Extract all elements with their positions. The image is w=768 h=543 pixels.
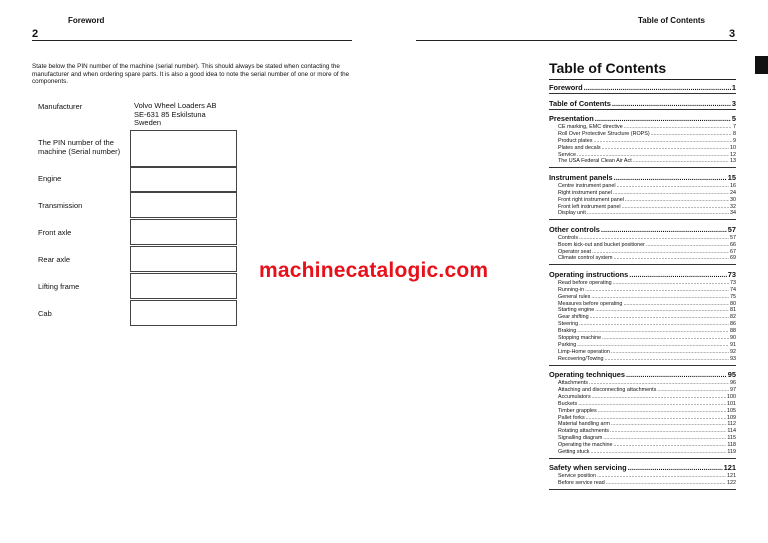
toc-subsection-entry[interactable]	[558, 255, 736, 262]
toc-subsection-page: 90	[730, 334, 736, 341]
toc-subsection-page: 66	[730, 241, 736, 248]
toc-section-title: Table of Contents	[549, 98, 611, 108]
toc-section-page: 5	[731, 114, 736, 123]
toc-subsection-title: Climate control system	[558, 255, 613, 262]
dot-leader	[591, 294, 729, 301]
toc-subsection-page: 16	[730, 182, 736, 189]
dot-leader	[593, 138, 732, 145]
toc-subsection-page: 114	[727, 428, 736, 435]
toc-subsection-page: 32	[730, 203, 736, 210]
toc-section-entry[interactable]	[549, 225, 736, 235]
toc-subsection-page: 9	[733, 137, 736, 144]
toc-subsection-title: Measures before operating	[558, 300, 623, 307]
dot-leader	[597, 473, 726, 480]
toc-section-title: Other controls	[549, 224, 600, 234]
toc-subsection-entry[interactable]	[558, 328, 736, 335]
toc-section-entry[interactable]	[549, 83, 736, 93]
toc-subsection-title: Gear shifting	[558, 314, 589, 321]
toc-subsection-entry[interactable]	[558, 421, 736, 428]
toc-subsection-entry[interactable]	[558, 197, 736, 204]
toc-subsection-page: 118	[727, 442, 736, 449]
toc-section-page: 121	[723, 463, 736, 473]
dot-leader	[602, 145, 729, 152]
toc-section-entry[interactable]	[549, 173, 736, 183]
toc-subsection-title: Front right instrument panel	[558, 196, 624, 203]
toc-subsection-entry[interactable]	[558, 190, 736, 197]
dot-leader	[611, 421, 727, 428]
engine-label: Engine	[38, 174, 62, 183]
front-axle-label: Front axle	[38, 228, 72, 237]
toc-subsection-title: Right instrument panel	[558, 189, 612, 196]
toc-section-page: 95	[727, 370, 736, 380]
toc-subsection-entry[interactable]	[558, 408, 736, 415]
toc-subsection-title: Service	[558, 151, 576, 158]
toc-subsection-title: Attaching and disconnecting attachments	[558, 386, 657, 393]
toc-subsection-entry[interactable]	[558, 342, 736, 349]
toc-subsection-title: Limp-Home operation	[558, 348, 610, 355]
dot-leader	[592, 394, 726, 401]
dot-leader	[651, 131, 732, 138]
manufacturer-line: SE-631 85 Eskilstuna	[134, 109, 206, 119]
toc-subsection-title: Buckets	[558, 400, 578, 407]
toc-subsection-title: Parking	[558, 341, 577, 348]
toc-section	[549, 170, 736, 220]
toc-subsection-entry[interactable]	[558, 356, 736, 363]
toc-subsection-entry[interactable]	[558, 442, 736, 449]
dot-leader	[585, 287, 729, 294]
toc-subsection-entry[interactable]	[558, 210, 736, 217]
dot-leader	[626, 370, 727, 380]
toc-subsection-entry[interactable]	[558, 335, 736, 342]
toc-section-title: Presentation	[549, 114, 594, 123]
toc-subsection-title: Display unit	[558, 210, 586, 217]
page-number-right: 3	[729, 28, 736, 40]
toc-subsection-entry[interactable]	[558, 249, 736, 256]
toc-subsection-page: 67	[730, 248, 736, 255]
toc-subsection-page: 10	[730, 144, 736, 151]
toc-subsection-page: 82	[730, 314, 736, 321]
toc-subsection-title: Starting engine	[558, 307, 595, 314]
toc-subsection-page: 86	[730, 321, 736, 328]
dot-leader	[610, 428, 726, 435]
toc-subsection-list	[549, 235, 736, 265]
toc-subsection-title: Recovering/Towing	[558, 355, 604, 362]
toc-subsection-title: Boom kick-out and bucket positioner	[558, 241, 645, 248]
toc-section-title: Operating instructions	[549, 269, 629, 279]
dot-leader	[579, 235, 729, 242]
toc-subsection-entry[interactable]	[558, 394, 736, 401]
toc-subsection-entry[interactable]	[558, 435, 736, 442]
toc-section	[549, 367, 736, 459]
dot-leader	[606, 480, 726, 487]
toc-subsection-page: 93	[730, 355, 736, 362]
lifting-frame-box	[130, 273, 237, 299]
transmission-box	[130, 192, 237, 218]
toc-subsection-page: 7	[733, 124, 736, 130]
dot-leader	[622, 204, 729, 211]
toc-subsection-entry[interactable]	[558, 301, 736, 308]
transmission-label: Transmission	[38, 201, 83, 210]
toc-subsection-entry[interactable]	[558, 242, 736, 249]
dot-leader	[633, 158, 729, 165]
toc-subsection-page: 119	[727, 448, 736, 455]
toc-subsection-entry[interactable]	[558, 480, 736, 487]
dot-leader	[629, 270, 727, 280]
toc-subsection-page: 115	[727, 435, 736, 442]
toc-subsection-page: 121	[727, 473, 736, 480]
header-rule-left	[32, 40, 352, 41]
toc-subsection-entry[interactable]	[558, 428, 736, 435]
engine-box	[130, 166, 237, 192]
dot-leader	[612, 99, 731, 109]
toc-section	[549, 80, 736, 94]
dot-leader	[601, 225, 727, 235]
toc-subsection-entry[interactable]	[558, 314, 736, 321]
toc-subsection-title: General rules	[558, 293, 591, 300]
toc-subsection-title: Getting stuck	[558, 448, 590, 455]
dot-leader	[578, 401, 726, 408]
toc-subsection-entry[interactable]	[558, 415, 736, 422]
running-header-toc: Table of Contents	[638, 16, 705, 25]
dot-leader	[577, 342, 729, 349]
toc-subsection-page: 92	[730, 348, 736, 355]
toc-subsection-page: 69	[730, 255, 736, 262]
cab-box	[130, 300, 237, 326]
toc-subsection-title: Signalling diagram	[558, 435, 603, 442]
toc-subsection-entry[interactable]	[558, 321, 736, 328]
dot-leader	[595, 307, 729, 314]
toc-title: Table of Contents	[549, 60, 667, 76]
toc-subsection-title: Controls	[558, 234, 579, 241]
toc-subsection-entry[interactable]	[558, 145, 736, 152]
dot-leader	[613, 280, 729, 287]
toc-section	[549, 111, 736, 168]
toc-subsection-title: Operating the machine	[558, 442, 613, 449]
toc-subsection-entry[interactable]	[558, 280, 736, 287]
toc-subsection-title: Roll Over Protective Structure (ROPS)	[558, 130, 650, 137]
dot-leader	[589, 380, 729, 387]
rear-axle-box	[130, 246, 237, 272]
toc-subsection-page: 13	[730, 158, 736, 165]
dot-leader	[614, 173, 727, 183]
toc-subsection-entry[interactable]	[558, 131, 736, 138]
manufacturer-label: Manufacturer	[38, 102, 83, 111]
toc-subsection-page: 105	[727, 407, 736, 414]
watermark-text: machinecatalogic.com	[259, 259, 489, 282]
front-axle-box	[130, 219, 237, 245]
manufacturer-line: Sweden	[134, 118, 162, 128]
toc-subsection-entry[interactable]	[558, 387, 736, 394]
dot-leader	[602, 335, 729, 342]
dot-leader	[603, 435, 726, 442]
toc-subsection-page: 8	[733, 130, 736, 137]
toc-subsection-entry[interactable]	[558, 183, 736, 190]
toc-section	[549, 96, 736, 110]
dot-leader	[614, 442, 727, 449]
toc-subsection-title: Front left instrument panel	[558, 203, 621, 210]
toc-section	[549, 222, 736, 266]
toc-subsection-title: Read before operating	[558, 279, 612, 286]
toc-subsection-page: 88	[730, 328, 736, 335]
toc-subsection-page: 97	[730, 386, 736, 393]
toc-subsection-entry[interactable]	[558, 349, 736, 356]
toc-subsection-entry[interactable]	[558, 204, 736, 211]
toc-section-page: 73	[727, 269, 736, 279]
toc-section-title: Instrument panels	[549, 172, 613, 182]
toc-subsection-page: 81	[730, 307, 736, 314]
manufacturer-address	[134, 102, 217, 128]
dot-leader	[577, 328, 729, 335]
toc-subsection-page: 91	[730, 341, 736, 348]
toc-subsection-entry[interactable]	[558, 124, 736, 131]
toc-subsection-page: 73	[730, 279, 736, 286]
dot-leader	[657, 387, 729, 394]
toc-subsection-title: Accumulators	[558, 393, 591, 400]
toc-subsection-page: 30	[730, 196, 736, 203]
toc-subsection-page: 100	[727, 393, 736, 400]
toc-subsection-entry[interactable]	[558, 294, 736, 301]
dot-leader	[646, 242, 729, 249]
toc-subsection-page: 34	[730, 210, 736, 217]
toc-subsection-list	[549, 124, 736, 167]
toc-section-entry[interactable]	[549, 99, 736, 109]
toc-subsection-title: Material handling arm	[558, 421, 610, 428]
toc-subsection-entry[interactable]	[558, 152, 736, 159]
dot-leader	[590, 449, 726, 456]
toc-subsection-entry[interactable]	[558, 287, 736, 294]
toc-section	[549, 460, 736, 490]
cab-label: Cab	[38, 309, 52, 318]
toc-subsection-title: Plates and decals	[558, 144, 601, 151]
toc-section	[549, 267, 736, 366]
toc-section-entry[interactable]	[549, 114, 736, 124]
toc-subsection-title: Before service read	[558, 480, 605, 487]
toc-subsection-title: Operator seat	[558, 248, 591, 255]
dot-leader	[586, 415, 726, 422]
dot-leader	[623, 301, 729, 308]
toc-subsection-page: 122	[727, 480, 736, 487]
dot-leader	[614, 255, 729, 262]
toc-section-title: Operating techniques	[549, 370, 625, 380]
dot-leader	[584, 83, 731, 93]
toc-section-page: 1	[731, 83, 736, 92]
toc-subsection-page: 57	[730, 234, 736, 241]
dot-leader	[587, 210, 729, 217]
toc-section-entry[interactable]	[549, 463, 736, 473]
intro-paragraph: State below the PIN number of the machine (serial number). This should always be stated when contacting the manufacturer and when ordering spare parts. It is also a good idea to note the serial number of one or more of the components.	[32, 63, 350, 86]
toc-subsection-title: Timber grapples	[558, 407, 597, 414]
toc-subsection-entry[interactable]	[558, 307, 736, 314]
toc-section-page: 3	[731, 98, 736, 108]
rear-axle-label: Rear axle	[38, 255, 71, 264]
dot-leader	[628, 463, 723, 473]
page-number-left: 2	[32, 28, 39, 40]
table-of-contents	[549, 80, 736, 492]
toc-subsection-list	[549, 380, 736, 458]
toc-subsection-page: 96	[730, 380, 736, 387]
toc-section-entry[interactable]	[549, 370, 736, 380]
dot-leader	[625, 197, 729, 204]
toc-subsection-page: 75	[730, 293, 736, 300]
toc-subsection-title: Steering	[558, 321, 579, 328]
toc-subsection-page: 74	[730, 286, 736, 293]
toc-section-page: 57	[727, 224, 736, 234]
toc-subsection-entry[interactable]	[558, 473, 736, 480]
toc-subsection-entry[interactable]	[558, 401, 736, 408]
dot-leader	[598, 408, 726, 415]
toc-subsection-title: Stopping machine	[558, 334, 602, 341]
toc-subsection-title: Centre instrument panel	[558, 182, 616, 189]
manufacturer-line: Volvo Wheel Loaders AB	[134, 101, 217, 110]
toc-subsection-title: CE marking, EMC directive	[558, 124, 623, 130]
dot-leader	[577, 152, 729, 159]
toc-section-page: 15	[727, 172, 736, 182]
pin-number-label: The PIN number of the machine (Serial number)	[38, 138, 121, 156]
dot-leader	[579, 321, 729, 328]
toc-subsection-title: Running-in	[558, 286, 585, 293]
dot-leader	[611, 349, 729, 356]
toc-subsection-title: Braking	[558, 328, 577, 335]
dot-leader	[595, 114, 731, 124]
toc-subsection-page: 12	[730, 151, 736, 158]
toc-subsection-title: Attachments	[558, 380, 588, 387]
header-rule-right	[416, 40, 737, 41]
lifting-frame-label: Lifting frame	[38, 282, 80, 291]
toc-subsection-title: Pallet forks	[558, 414, 585, 421]
dot-leader	[613, 190, 729, 197]
toc-subsection-page: 80	[730, 300, 736, 307]
dot-leader	[592, 249, 729, 256]
toc-subsection-page: 109	[727, 414, 736, 421]
thumb-tab-marker	[755, 56, 768, 74]
dot-leader	[605, 356, 729, 363]
toc-section-title: Safety when servicing	[549, 463, 627, 473]
toc-subsection-entry[interactable]	[558, 138, 736, 145]
toc-subsection-page: 101	[727, 400, 736, 407]
toc-subsection-list	[549, 473, 736, 489]
dot-leader	[617, 183, 729, 190]
pin-number-box	[130, 130, 237, 168]
toc-subsection-page: 24	[730, 189, 736, 196]
toc-subsection-entry[interactable]	[558, 235, 736, 242]
toc-subsection-list	[549, 183, 736, 219]
toc-subsection-page: 112	[727, 421, 736, 428]
toc-subsection-title: Service position	[558, 473, 597, 480]
toc-subsection-title: Rotating attachments	[558, 428, 609, 435]
running-header-foreword: Foreword	[68, 16, 105, 25]
dot-leader	[590, 314, 729, 321]
toc-section-title: Foreword	[549, 83, 583, 92]
toc-subsection-entry[interactable]	[558, 380, 736, 387]
toc-subsection-list	[549, 280, 736, 365]
toc-subsection-title: The USA Federal Clean Air Act	[558, 158, 632, 165]
toc-subsection-entry[interactable]	[558, 158, 736, 165]
toc-section-entry[interactable]	[549, 270, 736, 280]
toc-subsection-title: Product plates	[558, 137, 593, 144]
dot-leader	[624, 124, 732, 131]
toc-subsection-entry[interactable]	[558, 449, 736, 456]
